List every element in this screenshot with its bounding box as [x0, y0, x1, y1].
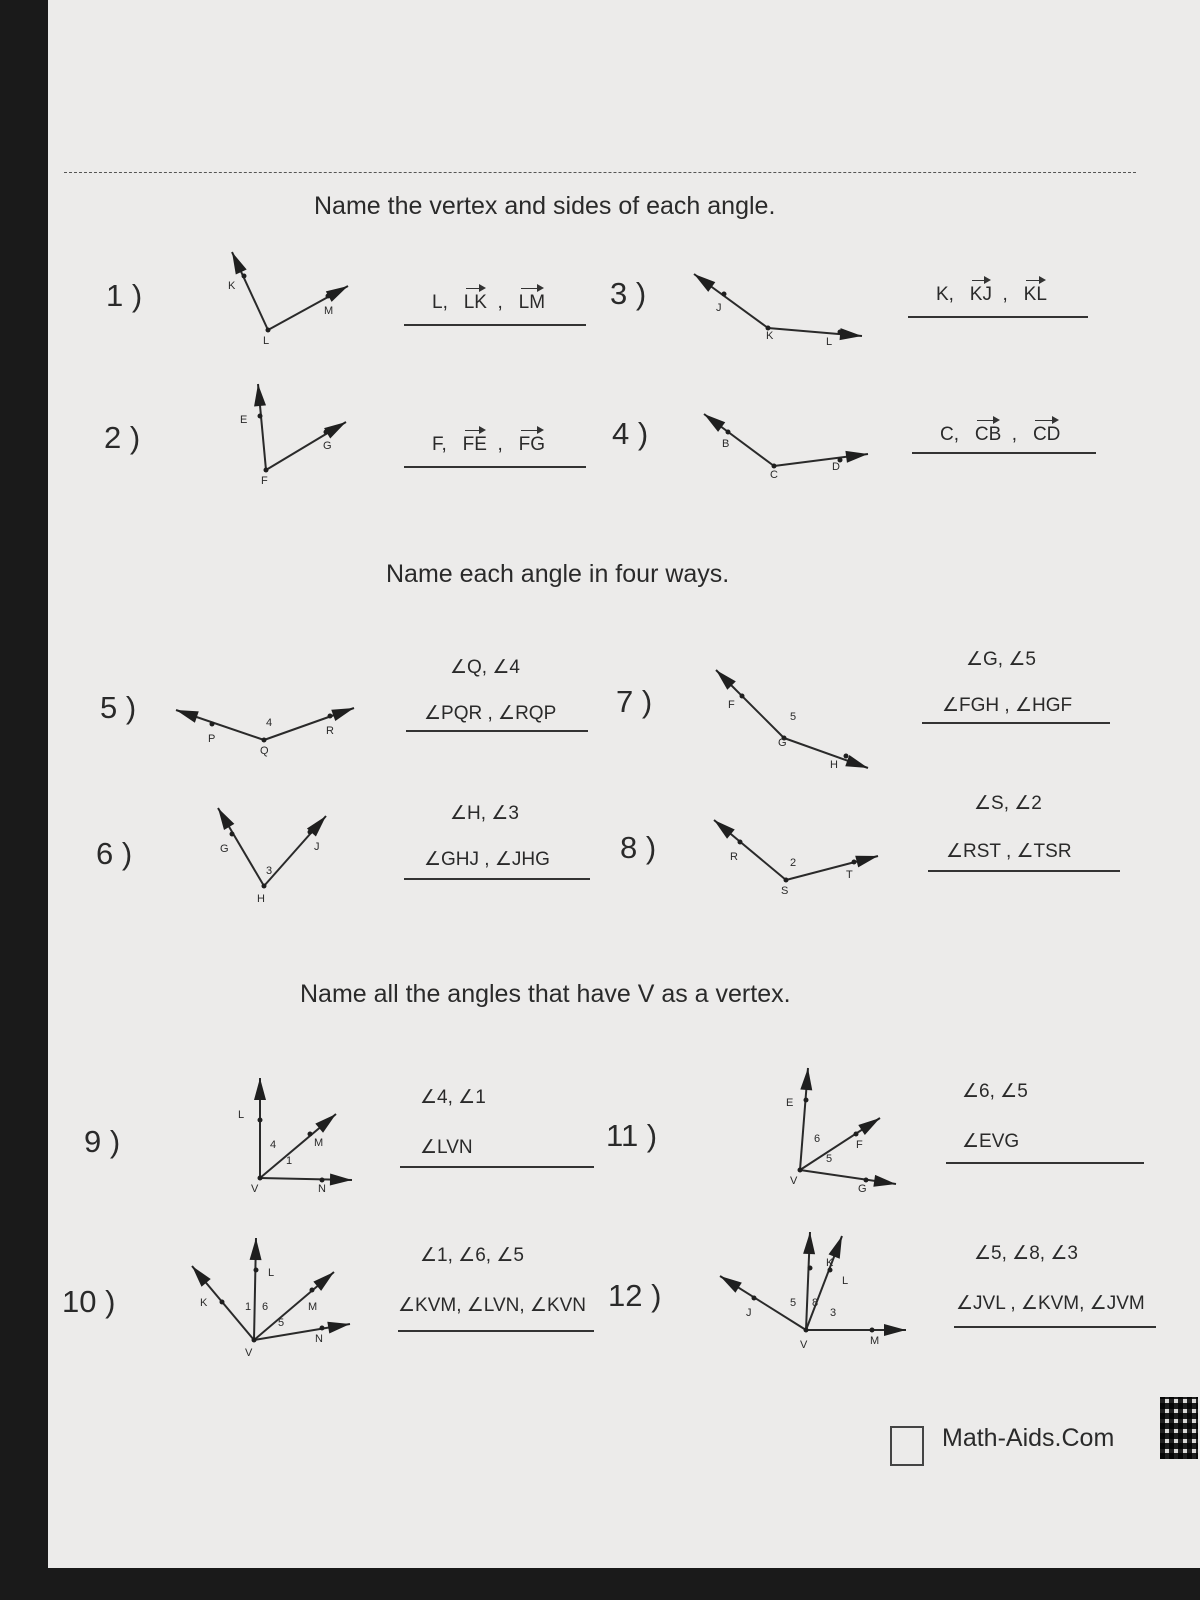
- answer-9-line1: ∠4, ∠1: [420, 1087, 486, 1108]
- point-label: 6: [814, 1133, 821, 1145]
- point-dot: [870, 1328, 875, 1333]
- ray-arrowhead: [803, 1232, 815, 1254]
- answer-side: FG: [518, 434, 545, 455]
- answer-2: F, FE , FG: [432, 434, 545, 455]
- problem-number: 3 ): [610, 276, 647, 311]
- answer-vertex: F,: [432, 434, 447, 455]
- point-label: L: [826, 336, 833, 348]
- point-label: S: [781, 885, 789, 897]
- point-dot: [220, 1300, 225, 1305]
- ray-arrowhead: [704, 414, 725, 432]
- point-label: V: [251, 1183, 259, 1195]
- point-dot: [772, 464, 777, 469]
- answer-vertex: K,: [936, 284, 954, 305]
- point-dot: [230, 832, 235, 837]
- point-label: M: [870, 1335, 880, 1347]
- answer-10-line2: ∠KVM, ∠LVN, ∠KVN: [398, 1295, 587, 1316]
- point-dot: [326, 294, 331, 299]
- point-label: J: [314, 841, 320, 853]
- point-dot: [258, 1176, 263, 1181]
- ray-arrowhead: [845, 755, 868, 768]
- point-dot: [254, 1268, 259, 1273]
- point-label: 5: [278, 1317, 285, 1329]
- point-dot: [804, 1328, 809, 1333]
- point-dot: [310, 1288, 315, 1293]
- answer-side: CB: [974, 424, 1002, 445]
- ray-arrowhead: [845, 451, 868, 463]
- answer-side: LM: [518, 292, 546, 313]
- point-label: H: [257, 893, 265, 905]
- answer-6-line1: ∠H, ∠3: [450, 803, 519, 824]
- answer-7-line2: ∠FGH , ∠HGF: [942, 695, 1073, 716]
- point-dot: [266, 328, 271, 333]
- point-label: Q: [260, 745, 269, 757]
- answer-7-line1: ∠G, ∠5: [966, 649, 1036, 670]
- point-label: 4: [266, 717, 273, 729]
- point-dot: [752, 1296, 757, 1301]
- answer-8-line2: ∠RST , ∠TSR: [946, 841, 1072, 862]
- answer-12-line2: ∠JVL , ∠KVM, ∠JVM: [956, 1293, 1145, 1314]
- point-label: 4: [270, 1139, 277, 1151]
- point-label: 6: [262, 1301, 269, 1313]
- ray-arrowhead: [232, 252, 247, 274]
- problem-number: 4 ): [612, 416, 649, 451]
- point-dot: [242, 274, 247, 279]
- point-label: L: [238, 1109, 245, 1121]
- ray-arrowhead: [694, 274, 715, 292]
- heading-four-ways: Name each angle in four ways.: [386, 560, 730, 588]
- point-label: M: [314, 1137, 324, 1149]
- point-label: 2: [790, 857, 797, 869]
- ray-arrowhead: [873, 1175, 896, 1187]
- answer-vertex: L,: [432, 292, 448, 313]
- point-label: E: [786, 1097, 794, 1109]
- point-label: P: [208, 733, 216, 745]
- ray-arrowhead: [884, 1324, 906, 1336]
- answer-side: KJ: [969, 284, 992, 305]
- problem-number: 5 ): [100, 690, 137, 725]
- ray-arrowhead: [218, 808, 234, 830]
- point-dot: [804, 1098, 809, 1103]
- point-dot: [308, 1132, 313, 1137]
- point-dot: [798, 1168, 803, 1173]
- point-label: D: [832, 461, 840, 473]
- answer-5-line1: ∠Q, ∠4: [450, 657, 520, 678]
- point-label: G: [858, 1183, 867, 1195]
- point-label: M: [308, 1301, 318, 1313]
- point-dot: [808, 1266, 813, 1271]
- point-dot: [324, 430, 329, 435]
- ray-arrowhead: [720, 1276, 742, 1293]
- point-dot: [864, 1178, 869, 1183]
- ray-arrowhead: [254, 1078, 266, 1100]
- point-dot: [726, 430, 731, 435]
- point-label: T: [846, 869, 853, 881]
- problem-number: 7 ): [616, 684, 653, 719]
- answer-9-line2: ∠LVN: [420, 1137, 473, 1158]
- point-dot: [844, 754, 849, 759]
- point-dot: [320, 1178, 325, 1183]
- ray-arrowhead: [858, 1118, 880, 1135]
- ray-arrowhead: [855, 856, 878, 868]
- answer-6-line2: ∠GHJ , ∠JHG: [424, 849, 550, 870]
- answer-12-line1: ∠5, ∠8, ∠3: [974, 1243, 1078, 1264]
- point-label: V: [245, 1347, 253, 1359]
- ray-arrowhead: [829, 1236, 842, 1259]
- answer-side: FE: [462, 434, 487, 455]
- point-dot: [320, 1326, 325, 1331]
- answer-10-line1: ∠1, ∠6, ∠5: [420, 1245, 524, 1266]
- point-dot: [258, 414, 263, 419]
- answer-vertex: C,: [940, 424, 959, 445]
- point-label: F: [261, 475, 268, 487]
- point-label: N: [318, 1183, 326, 1195]
- problem-number: 1 ): [106, 278, 143, 313]
- point-label: V: [800, 1339, 808, 1351]
- problem-number: 6 ): [96, 836, 133, 871]
- answer-11-line2: ∠EVG: [962, 1131, 1020, 1152]
- point-dot: [784, 878, 789, 883]
- point-label: L: [263, 335, 270, 347]
- point-label: L: [842, 1275, 849, 1287]
- answer-8-line1: ∠S, ∠2: [974, 793, 1042, 814]
- math-aids-logo-icon: [890, 1426, 924, 1466]
- point-label: B: [722, 438, 730, 450]
- point-label: G: [220, 843, 229, 855]
- answer-4: C, CB , CD: [940, 424, 1061, 445]
- ray-arrowhead: [254, 384, 266, 406]
- ray-arrowhead: [176, 710, 199, 723]
- problem-number: 9 ): [84, 1124, 121, 1159]
- point-label: R: [730, 851, 738, 863]
- ray-arrowhead: [840, 328, 862, 340]
- heading-v-vertex: Name all the angles that have V as a vertex.: [300, 980, 791, 1008]
- point-label: 1: [245, 1301, 252, 1313]
- point-dot: [264, 468, 269, 473]
- point-dot: [308, 830, 313, 835]
- point-dot: [738, 840, 743, 845]
- point-dot: [740, 694, 745, 699]
- brand-name: Math-Aids.Com: [942, 1424, 1115, 1452]
- point-dot: [722, 292, 727, 297]
- point-label: V: [790, 1175, 798, 1187]
- point-dot: [252, 1338, 257, 1343]
- answer-side: CD: [1032, 424, 1061, 445]
- problem-number: 12 ): [608, 1278, 662, 1313]
- answer-11-line1: ∠6, ∠5: [962, 1081, 1028, 1102]
- point-label: R: [326, 725, 334, 737]
- point-dot: [328, 714, 333, 719]
- point-label: 3: [830, 1307, 837, 1319]
- answer-1: L, LK , LM: [432, 292, 546, 313]
- point-label: F: [728, 699, 735, 711]
- point-label: E: [240, 414, 248, 426]
- answer-side: LK: [463, 292, 487, 313]
- point-label: K: [228, 280, 236, 292]
- answer-5-line2: ∠PQR , ∠RQP: [424, 703, 557, 724]
- heading-vertex-sides: Name the vertex and sides of each angle.: [314, 192, 776, 220]
- ray-arrowhead: [327, 1322, 350, 1334]
- point-label: 3: [266, 865, 273, 877]
- point-label: C: [770, 469, 778, 481]
- ray-arrowhead: [800, 1068, 812, 1090]
- qr-code-icon: [1160, 1397, 1198, 1459]
- answer-3: K, KJ , KL: [936, 284, 1047, 305]
- point-label: F: [856, 1139, 863, 1151]
- point-label: G: [323, 440, 332, 452]
- problem-number: 11 ): [606, 1118, 658, 1153]
- point-label: 5: [826, 1153, 833, 1165]
- point-label: G: [778, 737, 787, 749]
- point-label: L: [268, 1267, 275, 1279]
- point-label: K: [766, 330, 774, 342]
- ray-arrowhead: [250, 1238, 262, 1260]
- point-label: M: [324, 305, 334, 317]
- point-dot: [262, 738, 267, 743]
- problem-number: 2 ): [104, 420, 141, 455]
- point-label: H: [830, 759, 838, 771]
- point-label: 8: [812, 1297, 819, 1309]
- problem-number: 8 ): [620, 830, 657, 865]
- problem-number: 10 ): [62, 1284, 116, 1319]
- point-dot: [210, 722, 215, 727]
- point-label: 5: [790, 711, 797, 723]
- point-label: J: [746, 1307, 752, 1319]
- point-dot: [852, 860, 857, 865]
- ray-arrowhead: [330, 1174, 352, 1186]
- point-dot: [838, 330, 843, 335]
- point-dot: [258, 1118, 263, 1123]
- point-label: N: [315, 1333, 323, 1345]
- point-dot: [854, 1132, 859, 1137]
- point-label: J: [716, 302, 722, 314]
- ray-arrowhead: [331, 708, 354, 721]
- point-dot: [262, 884, 267, 889]
- point-label: K: [200, 1297, 208, 1309]
- point-label: 1: [286, 1155, 293, 1167]
- point-label: 5: [790, 1297, 797, 1309]
- answer-side: KL: [1023, 284, 1047, 305]
- point-label: K: [826, 1257, 834, 1269]
